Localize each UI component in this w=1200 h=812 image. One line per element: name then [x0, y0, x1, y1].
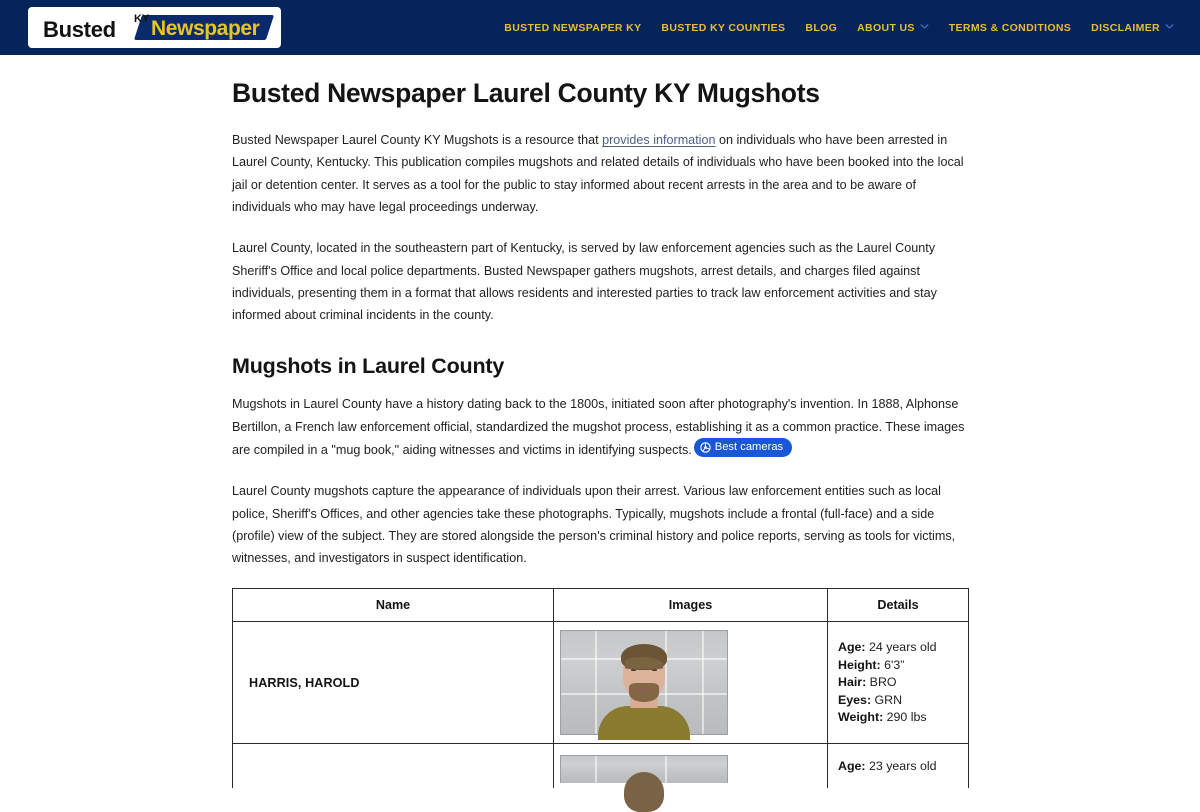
- mugshot-purpose-paragraph: Laurel County mugshots capture the appearance of individuals upon their arrest. Various law enforcement entities such as local police, Sheriff's Offices, and other agencies take these photographs. Typically, mugshots include a frontal (full-face) and a side (profile) view of the subject. They are stored alongside the person's criminal history and police reports, serving as tools for victims, witnesses, and investigators in suspect identification.: [232, 484, 956, 566]
- detail-label: Hair:: [838, 675, 867, 690]
- main-navigation: [494, 16, 1184, 40]
- provides-information-link[interactable]: provides information: [602, 133, 716, 148]
- mugshot-history-text: Mugshots in Laurel County have a history dating back to the 1800s, initiated soon after photography's invention. In 1888, Alphonse Bertillon, a French law enforcement official, standardized the mugshot process, establishing it as a common practice. These images are compiled in a "mug book," aiding witnesses and victims in identifying suspects.: [232, 397, 965, 457]
- mugshot-photo[interactable]: [560, 630, 728, 735]
- detail-weight: [838, 709, 960, 727]
- page-title: Busted Newspaper Laurel County KY Mugshots: [232, 78, 820, 108]
- inmate-image-cell: [554, 744, 828, 788]
- nav-label: BLOG: [805, 21, 838, 34]
- busted-ky-newspaper-logo[interactable]: [28, 7, 281, 48]
- subject-hair: [621, 644, 667, 670]
- detail-label: Age:: [838, 759, 866, 774]
- wall-mortar-line: [595, 756, 597, 783]
- logo-superscript-ky: KY: [134, 12, 150, 25]
- subject-head: [624, 772, 664, 812]
- nav-label: ABOUT US: [857, 21, 915, 34]
- wall-mortar-line: [595, 631, 597, 734]
- table-header-row: [233, 589, 969, 622]
- detail-value: 23 years old: [865, 759, 937, 774]
- inmate-details: [828, 622, 969, 744]
- nav-label: BUSTED KY COUNTIES: [661, 21, 786, 34]
- inmate-details: [828, 744, 969, 788]
- intro-text-before-link: Busted Newspaper Laurel County KY Mugshots is a resource that: [232, 133, 603, 148]
- detail-label: Height:: [838, 657, 881, 672]
- laurel-county-paragraph: Laurel County, located in the southeastern part of Kentucky, is served by law enforcement agencies such as the Laurel County Sheriff's Office and local police departments. Busted Newspaper gathers mugshots, arrest details, and charges filed against individuals, presenting them in a format that allows residents and interested parties to track law enforcement activities and stay informed about criminal incidents in the county.: [232, 241, 937, 323]
- subject-shirt: [598, 706, 690, 740]
- nav-item-busted-ky-counties[interactable]: [651, 16, 795, 40]
- intro-text-after-link: on individuals who have been arrested in Laurel County, Kentucky. This publication compiles mugshots and related details of individuals who have been booked into the local jail or detention center. It serves as a tool for the public to stay informed about recent arrests in the area and to be aware of individuals who may have legal proceedings underway.: [232, 133, 964, 215]
- nav-label: TERMS & CONDITIONS: [948, 21, 1072, 34]
- detail-age: [838, 758, 960, 776]
- subject-mouth: [638, 688, 651, 690]
- detail-eyes: [838, 692, 960, 710]
- chevron-down-icon: [1165, 22, 1174, 31]
- nav-item-blog[interactable]: [795, 16, 847, 40]
- detail-label: Weight:: [838, 710, 884, 725]
- detail-label: Age:: [838, 640, 866, 655]
- site-header: [0, 0, 1200, 55]
- nav-item-about-us[interactable]: [847, 16, 939, 40]
- inmate-name: HARRIS, HAROLD: [233, 622, 554, 744]
- nav-item-busted-newspaper-ky[interactable]: [494, 16, 651, 40]
- inmate-name: [233, 744, 554, 788]
- nav-label: BUSTED NEWSPAPER KY: [504, 21, 642, 34]
- nav-label: DISCLAIMER: [1091, 21, 1160, 34]
- inmate-image-cell: [554, 622, 828, 744]
- mugshots-table: [232, 588, 969, 788]
- section-title-mugshots-in-laurel-county: Mugshots in Laurel County: [232, 353, 505, 378]
- mugshot-photo[interactable]: [560, 755, 728, 783]
- column-header-details: Details: [828, 589, 969, 622]
- best-cameras-badge[interactable]: [694, 438, 792, 457]
- camera-shutter-icon: [700, 442, 711, 453]
- wall-mortar-line: [665, 756, 667, 783]
- nav-item-disclaimer[interactable]: [1081, 16, 1184, 40]
- detail-value: 290 lbs: [883, 710, 927, 725]
- detail-value: 6'3”: [880, 657, 905, 672]
- chevron-down-icon: [920, 22, 929, 31]
- nav-item-terms-and-conditions[interactable]: [939, 16, 1081, 40]
- main-content: [232, 55, 968, 788]
- detail-value: GRN: [871, 692, 903, 707]
- detail-value: 24 years old: [865, 640, 937, 655]
- wall-mortar-line: [702, 631, 704, 734]
- table-row[interactable]: [233, 622, 969, 744]
- column-header-images: Images: [554, 589, 828, 622]
- detail-height: [838, 657, 960, 675]
- detail-value: BRO: [866, 675, 897, 690]
- column-header-name: Name: [233, 589, 554, 622]
- subject-beard: [629, 683, 659, 702]
- table-row[interactable]: [233, 744, 969, 788]
- detail-hair: [838, 674, 960, 692]
- intro-paragraph: [232, 129, 968, 218]
- logo-word-busted: Busted: [43, 16, 116, 42]
- logo-word-newspaper: Newspaper: [151, 16, 260, 40]
- detail-label: Eyes:: [838, 692, 872, 707]
- detail-age: [838, 639, 960, 657]
- best-cameras-label: Best cameras: [714, 440, 784, 453]
- mugshot-history-paragraph: [232, 393, 968, 461]
